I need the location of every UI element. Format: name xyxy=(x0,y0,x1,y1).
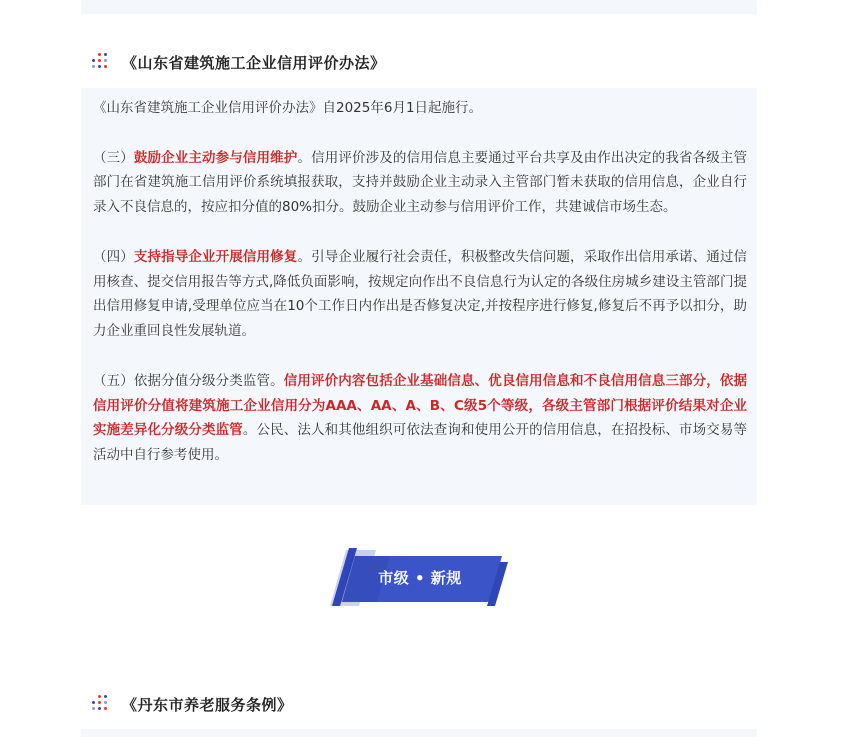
section-heading xyxy=(92,693,293,715)
paragraph-text: 。引导企业履行社会责任，积极整改失信问题，采取作出信用承诺、通过信用核查、提交信用报告等方式,降低负面影响，按规定向作出不良信息行为认定的各级住房城乡建设主管部门提出信用修复申请,受理单位应当在10个工作日内作出是否修复决定,并按程序进行修复,修复后不再予以扣分，助力企业重回良性发展轨道。 xyxy=(93,248,748,340)
section-banner xyxy=(330,548,510,610)
next-section-panel xyxy=(81,729,757,737)
highlight-text: 信用评价内容包括企业基础信息、优良信用信息和不良信用信息三部分，依据信用评价分值将建筑施工企业信用分为AAA、AA、A、B、C级5个等级，各级主管部门根据评价结果对企业实施差异化分级分类监管 xyxy=(93,372,748,439)
section-title: 《山东省建筑施工企业信用评价办法》 xyxy=(122,53,386,72)
previous-section-panel xyxy=(81,0,757,14)
section-title: 《丹东市养老服务条例》 xyxy=(122,695,293,714)
paragraph-number: （三） xyxy=(93,149,134,166)
highlight-text: 鼓励企业主动参与信用维护 xyxy=(133,149,298,166)
highlight-text: 支持指导企业开展信用修复 xyxy=(133,248,298,265)
article-intro: 《山东省建筑施工企业信用评价办法》自2025年6月1日起施行。 xyxy=(93,100,483,116)
dots-grid-icon xyxy=(92,53,108,71)
paragraph-text: 。公民、法人和其他组织可依法查询和使用公开的信用信息，在招投标、市场交易等活动中自行参考使用。 xyxy=(93,422,748,464)
paragraph-number: （四） xyxy=(93,248,134,265)
section-heading xyxy=(92,51,386,73)
article-body xyxy=(93,96,747,468)
article-paragraph-5 xyxy=(93,369,747,468)
dots-grid-icon xyxy=(92,695,108,713)
banner-label: 市级 • 新规 xyxy=(378,569,462,587)
paragraph-lead: （五）依据分值分级分类监管。 xyxy=(93,372,284,389)
article-paragraph-4 xyxy=(93,245,747,344)
article-paragraph-3 xyxy=(93,146,747,220)
paragraph-text: 。信用评价涉及的信用信息主要通过平台共享及由作出决定的我省各级主管部门在省建筑施工信用评价系统填报获取，支持并鼓励企业主动录入主管部门暂未获取的信用信息，企业自行录入不良信息的，按应扣分值的80%扣分。鼓励企业主动参与信用评价工作，共建诚信市场生态。 xyxy=(93,149,748,216)
